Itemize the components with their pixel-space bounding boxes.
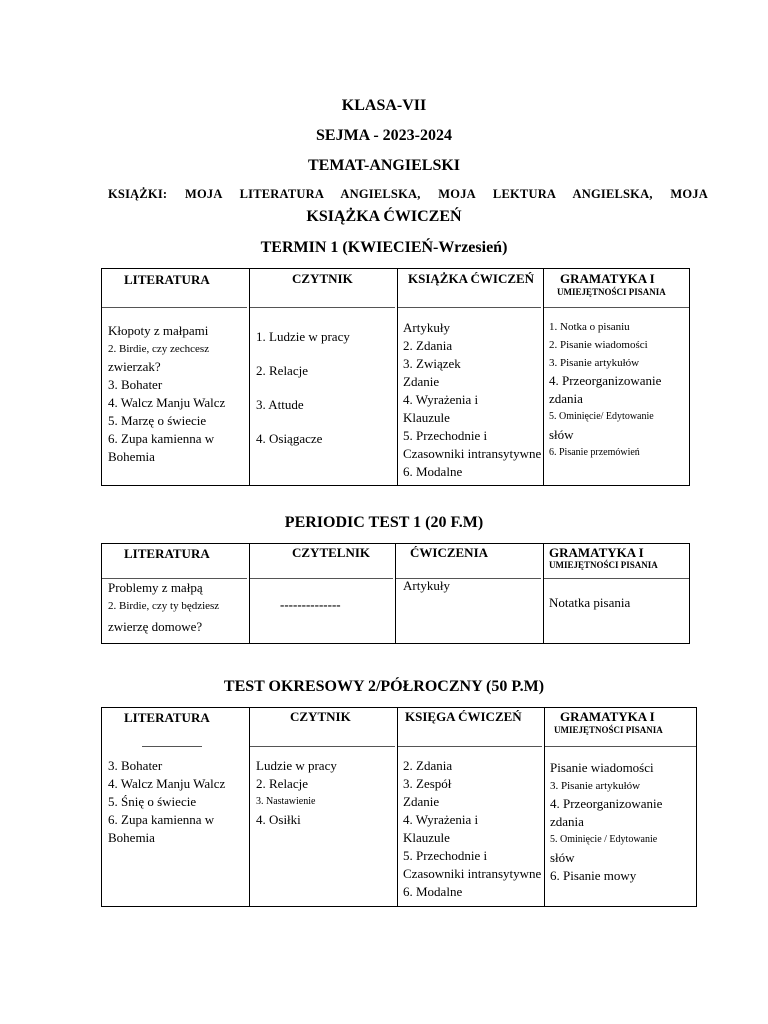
class-title: KLASA-VII bbox=[341, 97, 427, 114]
test1-literature-list bbox=[108, 579, 219, 636]
header-grammar: GRAMATYKA I bbox=[560, 271, 655, 286]
list-item: 6. Modalne bbox=[403, 884, 463, 899]
list-item: 6. Zupa kamienna w bbox=[108, 812, 215, 827]
list-item: 2. Relacje bbox=[256, 776, 308, 791]
subject-title: TEMAT-ANGIELSKI bbox=[307, 157, 461, 174]
term1-reader-list bbox=[256, 320, 350, 456]
test1-grammar: Notatka pisania bbox=[549, 595, 631, 610]
header-grammar: GRAMATYKA I bbox=[549, 545, 644, 560]
list-item: 5. Marzę o świecie bbox=[108, 413, 207, 428]
test1-workbook: Artykuły bbox=[403, 578, 450, 593]
list-item: 3. Pisanie artykułów bbox=[550, 780, 641, 792]
test2-title: TEST OKRESOWY 2/PÓŁROCZNY (50 P.M) bbox=[223, 678, 545, 695]
list-item: 5. Przechodnie i bbox=[403, 428, 488, 443]
list-item: 3. Bohater bbox=[108, 758, 163, 773]
list-item: Czasowniki intransytywne bbox=[403, 866, 542, 881]
header-grammar-sub: UMIEJĘTNOŚCI PISANIA bbox=[554, 725, 663, 735]
list-item: zdania bbox=[549, 391, 583, 406]
list-item: 4. Wyrażenia i bbox=[403, 812, 479, 827]
list-item: zwierzę domowe? bbox=[108, 619, 203, 634]
list-item: 2. Relacje bbox=[256, 363, 308, 378]
list-item: 3. Nastawienie bbox=[256, 796, 316, 807]
list-item: 3. Związek bbox=[403, 356, 461, 371]
list-item: zwierzak? bbox=[108, 359, 161, 374]
list-item: 6. Zupa kamienna w bbox=[108, 431, 215, 446]
list-item: Bohemia bbox=[108, 830, 155, 845]
header-reader: CZYTELNIK bbox=[292, 545, 371, 560]
list-item: Pisanie wiadomości bbox=[550, 760, 654, 775]
list-item: Ludzie w pracy bbox=[256, 758, 337, 773]
list-item: 1. Notka o pisaniu bbox=[549, 321, 630, 333]
list-item: 5. Ominięcie/ Edytowanie bbox=[549, 411, 654, 422]
list-item: 2. Zdania bbox=[403, 758, 453, 773]
session-title: SEJMA - 2023-2024 bbox=[316, 127, 452, 144]
header-grammar-sub: UMIEJĘTNOŚCI PISANIA bbox=[557, 287, 666, 297]
test1-title: PERIODIC TEST 1 (20 F.M) bbox=[284, 514, 484, 531]
list-item: 4. Wyrażenia i bbox=[403, 392, 479, 407]
list-item: 2. Pisanie wiadomości bbox=[549, 339, 648, 351]
list-item: Problemy z małpą bbox=[108, 580, 203, 595]
list-item: 6. Pisanie przemówień bbox=[549, 447, 640, 458]
test1-table bbox=[101, 543, 690, 644]
list-item: Kłopoty z małpami bbox=[108, 323, 209, 338]
term-title: TERMIN 1 (KWIECIEŃ-Wrzesień) bbox=[260, 239, 508, 256]
books-line-2: KSIĄŻKA ĆWICZEŃ bbox=[306, 208, 462, 225]
header-workbook: KSIĄŻKA ĆWICZEŃ bbox=[408, 271, 535, 286]
term1-workbook-list bbox=[403, 319, 541, 481]
list-item: 5. Przechodnie i bbox=[403, 848, 488, 863]
list-item: 4. Osiłki bbox=[256, 812, 301, 827]
list-item: 3. Bohater bbox=[108, 377, 163, 392]
list-item: 1. Ludzie w pracy bbox=[256, 329, 350, 344]
list-item: Artykuły bbox=[403, 320, 450, 335]
test2-reader-list bbox=[256, 757, 337, 829]
list-item: 6. Pisanie mowy bbox=[550, 868, 637, 883]
list-item: 4. Osiągacze bbox=[256, 431, 323, 446]
list-item: zdania bbox=[550, 814, 584, 829]
list-item: 2. Birdie, czy ty będziesz bbox=[108, 600, 220, 612]
header-workbook: ĆWICZENIA bbox=[410, 545, 489, 560]
header-reader: CZYTNIK bbox=[290, 709, 351, 724]
test1-reader-dashes: -------------- bbox=[280, 597, 341, 612]
list-item: 4. Przeorganizowanie bbox=[549, 373, 662, 388]
test2-literature-list bbox=[108, 757, 225, 847]
list-item: 3. Attude bbox=[256, 397, 304, 412]
list-item: 3. Zespół bbox=[403, 776, 452, 791]
header-literature: LITERATURA bbox=[124, 546, 210, 561]
list-item: słów bbox=[550, 850, 575, 865]
term1-table bbox=[101, 268, 690, 486]
list-item: 4. Walcz Manju Walcz bbox=[108, 776, 226, 791]
test2-table bbox=[101, 707, 697, 907]
list-item: Czasowniki intransytywne bbox=[403, 446, 542, 461]
header-reader: CZYTNIK bbox=[292, 271, 353, 286]
list-item: 3. Pisanie artykułów bbox=[549, 357, 640, 369]
books-line-1: KSIĄŻKI: MOJA LITERATURA ANGIELSKA, MOJA LEKTURA ANGIELSKA, MOJA bbox=[108, 187, 708, 201]
test2-grammar-list bbox=[550, 759, 662, 885]
header-workbook: KSIĘGA ĆWICZEŃ bbox=[405, 709, 522, 724]
list-item: 2. Birdie, czy zechcesz bbox=[108, 343, 210, 355]
list-item: Zdanie bbox=[403, 374, 440, 389]
list-item: 4. Przeorganizowanie bbox=[550, 796, 663, 811]
test2-workbook-list bbox=[403, 757, 541, 901]
header-literature: LITERATURA bbox=[124, 272, 210, 287]
list-item: 4. Walcz Manju Walcz bbox=[108, 395, 226, 410]
list-item: słów bbox=[549, 427, 574, 442]
list-item: 5. Śnię o świecie bbox=[108, 794, 197, 809]
list-item: Zdanie bbox=[403, 794, 440, 809]
list-item: Bohemia bbox=[108, 449, 155, 464]
list-item: 6. Modalne bbox=[403, 464, 463, 479]
list-item: 2. Zdania bbox=[403, 338, 453, 353]
list-item: 5. Ominięcie / Edytowanie bbox=[550, 834, 658, 845]
list-item: Klauzule bbox=[403, 830, 450, 845]
list-item: Klauzule bbox=[403, 410, 450, 425]
term1-literature-list bbox=[108, 322, 225, 466]
header-literature: LITERATURA bbox=[124, 710, 210, 725]
term1-grammar-list bbox=[549, 318, 661, 462]
header-grammar: GRAMATYKA I bbox=[560, 709, 655, 724]
header-grammar-sub: UMIEJĘTNOŚCI PISANIA bbox=[549, 560, 658, 570]
